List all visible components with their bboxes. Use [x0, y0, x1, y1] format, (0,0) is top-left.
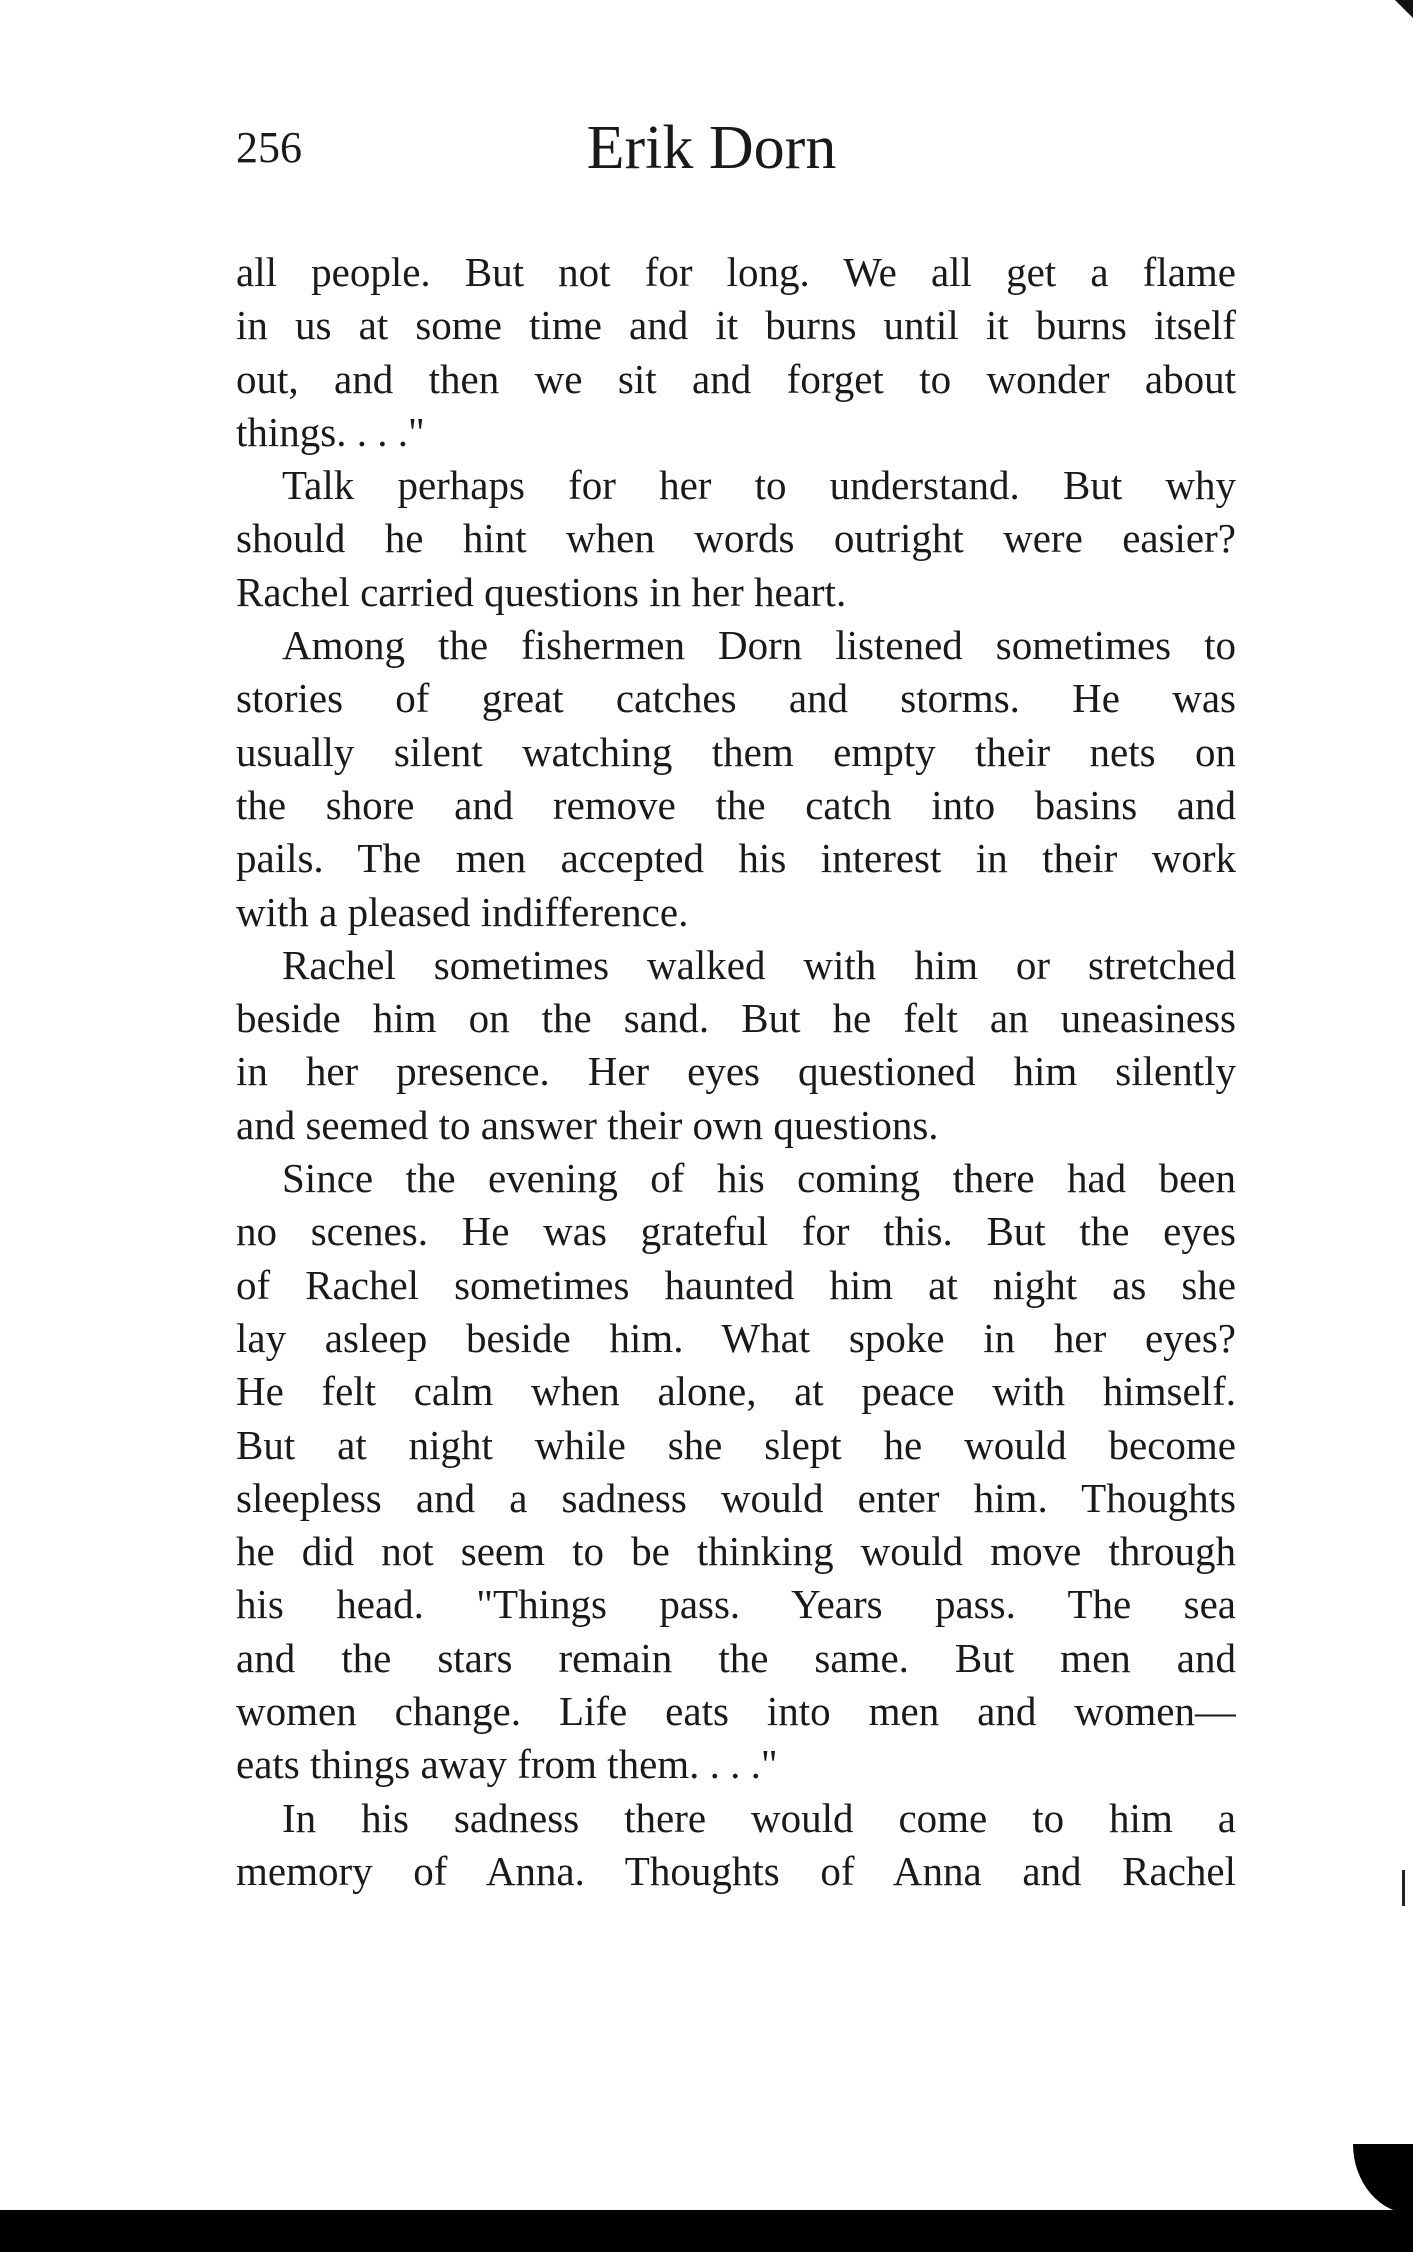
text-line: in her presence. Her eyes questioned him silently	[236, 1048, 1236, 1095]
text-line: But at night while she slept he would become	[236, 1421, 1236, 1468]
text-line: He felt calm when alone, at peace with himself.	[236, 1368, 1236, 1415]
text-line: beside him on the sand. But he felt an uneasiness	[236, 995, 1236, 1042]
text-line: lay asleep beside him. What spoke in her eyes?	[236, 1314, 1236, 1361]
text-line: no scenes. He was grateful for this. But the eyes	[236, 1208, 1236, 1255]
text-line: Talk perhaps for her to understand. But why	[282, 462, 1236, 509]
text-line: should he hint when words outright were easier?	[236, 515, 1236, 562]
body-text	[236, 246, 1236, 1898]
text-line: all people. But not for long. We all get a flame	[236, 249, 1236, 295]
text-line: in us at some time and it burns until it burns itself	[236, 302, 1236, 349]
text-line: out, and then we sit and forget to wonder about	[236, 355, 1236, 402]
scan-bottom-border	[0, 2210, 1413, 2252]
text-line: the shore and remove the catch into basins and	[236, 781, 1236, 828]
text-line: he did not seem to be thinking would move through	[236, 1528, 1236, 1575]
running-head-title: Erik Dorn	[586, 114, 837, 182]
text-line: his head. "Things pass. Years pass. The sea	[236, 1581, 1236, 1628]
text-line: things. . . ."	[236, 408, 425, 455]
text-line: Among the fishermen Dorn listened sometimes to	[282, 622, 1236, 669]
scan-border-curve	[1353, 2144, 1413, 2214]
text-line: Rachel carried questions in her heart.	[236, 568, 847, 615]
text-line: eats things away from them. . . ."	[236, 1741, 778, 1788]
text-line: pails. The men accepted his interest in their work	[236, 835, 1236, 882]
text-line: Rachel sometimes walked with him or stretched	[282, 941, 1236, 988]
text-line: and the stars remain the same. But men and	[236, 1634, 1236, 1681]
text-line: with a pleased indifference.	[236, 888, 689, 935]
text-line: stories of great catches and storms. He was	[236, 675, 1236, 722]
scan-edge-mark	[1402, 1870, 1405, 1906]
text-line: sleepless and a sadness would enter him. Thoughts	[236, 1474, 1236, 1521]
text-line: of Rachel sometimes haunted him at night as she	[236, 1261, 1236, 1308]
text-line: and seemed to answer their own questions.	[236, 1101, 939, 1148]
text-line: memory of Anna. Thoughts of Anna and Rachel	[236, 1847, 1236, 1894]
text-line: usually silent watching them empty their nets on	[236, 728, 1236, 775]
scan-corner-mark	[1395, 0, 1413, 18]
text-line: women change. Life eats into men and women—	[236, 1688, 1236, 1735]
page-number: 256	[236, 123, 302, 172]
text-line: In his sadness there would come to him a	[282, 1794, 1236, 1841]
text-line: Since the evening of his coming there had been	[282, 1155, 1236, 1202]
